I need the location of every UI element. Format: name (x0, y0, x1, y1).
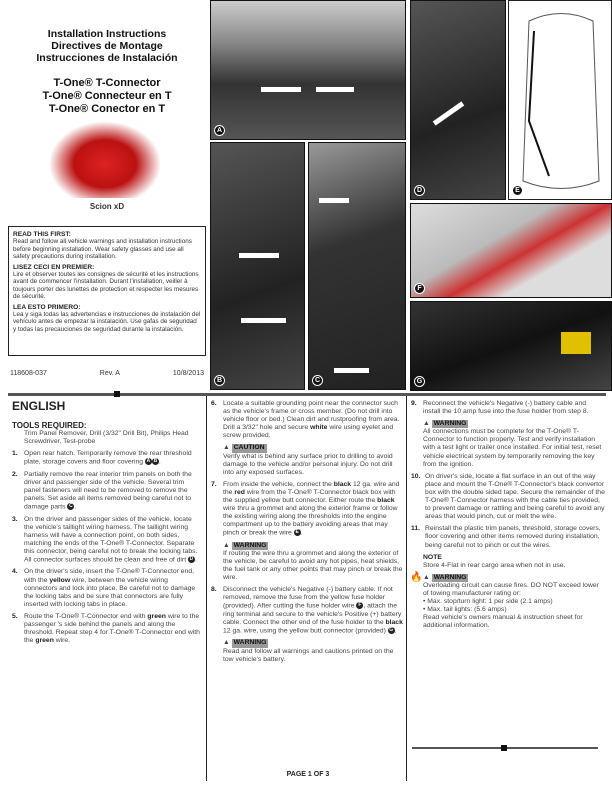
figure-badge: G (414, 376, 425, 387)
figure-badge: C (312, 375, 323, 386)
step-4: 4. On the driver's side, insert the T-One® T-Connector end, with the yellow wire, between the vehicle wiring connectors and lock into place. Be careful not to damage the locking tabs and be sure that connectors are fully inserted with locking tabs in place. (12, 568, 196, 608)
vehicle-model: Scion xD (89, 202, 125, 211)
figure-f (410, 203, 612, 298)
tools-heading: TOOLS REQUIRED: (12, 421, 87, 431)
ref-b: B (153, 458, 158, 465)
warning-text: WARNING (433, 573, 467, 581)
section-title: ENGLISH (12, 399, 66, 413)
ref-a: A (146, 458, 151, 465)
step-text: Reconnect the vehicle's Negative (-) battery cable and install the 10 amp fuse into the fuse holder from step 8. (423, 400, 589, 416)
warning-text: Read vehicle's owners manual & instruction sheet for additional information. (423, 614, 583, 630)
fuse-holder (561, 332, 591, 354)
step-text: 12 ga. wire, using the yellow butt connector (provided) (223, 627, 386, 635)
note-body: Store 4-Flat in rear cargo area when not in use. (423, 561, 566, 569)
figure-e (508, 0, 612, 200)
step-8: 8. Disconnect the vehicle's Negative (-) battery cable. If not removed, remove the fuse from the yellow fuse holder (provided). After cutting the fuse holder wire F , attach the ring terminal and secure to the vehicle's Positive (+) battery cable. Connect the other end of the fuse holder to the black 12 ga. wire, using the yellow butt connector (provided) G . (211, 586, 403, 635)
caution-text: CAUTION (233, 444, 265, 452)
title-es: Instrucciones de Instalación (36, 52, 178, 64)
step-text: On driver's side, locate a flat surface in an out of the way place and mount the T-One® T-Connector's black convertor box with the double sided tape. Secure the remainder of the T-One® T-Connector harness with the cable ties provided, to prevent damage or rattling and being careful to avoid any areas that would pinch, cut or melt the wire. (425, 472, 605, 521)
step-text: wire using eyelet and screw provided. (223, 424, 394, 440)
divider-marker (501, 745, 507, 751)
column-3 (411, 400, 605, 630)
part-info (10, 370, 204, 377)
arrow-icon (319, 198, 349, 203)
warning-triangle-icon: ▲ (223, 444, 230, 452)
step-2: 2. Partially remove the rear interior trim panels on both the driver and passenger side of the vehicle. Several trim panel fasteners will need to be removed to remove the panels. Set aside all items removed being careful not to damage parts C . (12, 470, 192, 511)
step-text: wire thru a grommet and along the exterior frame or follow the existing wiring along the thresholds into the engine compartment up to the battery avoiding areas that may pinch or break the wire (223, 505, 398, 537)
fire-icon: 🔥 (410, 571, 423, 583)
part-number: 118608-037 (10, 370, 47, 377)
warning-text: Overloading circuit can cause fires. DO NOT exceed lower of towing manufacturer rating or: (423, 581, 599, 597)
wire-color: black (377, 497, 395, 505)
warning-body: If routing the wire thru a grommet and along the exterior of the vehicle, be careful to avoid any hot pipes, heat shields, the fuel tank or any other points that may pinch or break the wire. (223, 549, 403, 582)
step-5: 5. Route the T-One® T-Connector end with green wire to the passenger 's side behind the panels and along the threshold. Repeat step 4 for T-One® T-Connector end with the green wire. (12, 612, 200, 645)
wire-color: black (333, 480, 352, 488)
read-first-box (8, 226, 206, 356)
figure-b (210, 142, 305, 390)
step-text: From inside the vehicle, connect the (223, 480, 332, 488)
step-text: On the driver's side, insert the T-One® T-Connector end, with the (24, 568, 195, 584)
warning-label (410, 571, 605, 583)
warning-label (223, 639, 403, 647)
ref-d: D (189, 556, 194, 563)
warning-text: WARNING (233, 541, 267, 549)
column-divider (406, 396, 407, 781)
figure-badge: A (214, 125, 225, 136)
figure-badge: E (512, 185, 523, 196)
read-first-text-fr: Lire et observer toutes les consignes de sécurité et les instructions avant de commencer l'installation. Durant l'installation, veiller à toujours porter des lunettes de protection et respecter les mesures de sécurité. (13, 271, 199, 301)
step-text: , attach the ring terminal and secure to the vehicle's Positive (+) battery cable. Connect the other end of the fuse holder to the (223, 602, 402, 626)
step-text: Disconnect the vehicle's Negative (-) battery cable. If not removed, remove the fuse from the yellow fuse holder (provided). After cutting the fuse holder wire (223, 586, 393, 610)
warning-triangle-icon: ▲ (423, 420, 430, 428)
step-6: 6. Locate a suitable grounding point near the connector such as the vehicle's frame or cross member. (Do not drill into vehicle floor or bed.) Clean dirt and rustproofing from area. Drill a 3/32" hole and secure white wire using eyelet and screw provided. (211, 400, 400, 440)
read-first-heading-es: LEA ESTO PRIMERO: (13, 303, 81, 311)
arrow-icon (433, 101, 465, 125)
caution-label (223, 444, 403, 452)
product-fr: T-One® Connecteur en T (42, 90, 172, 102)
read-first-text-es: Lea y siga todas las advertencias e instrucciones de instalación del vehículo antes de empezar la instalación. Use gafas de seguridad y todas las precauciones de seguridad durante la instalación. (13, 311, 201, 333)
title-fr: Directives de Montage (51, 40, 163, 52)
vehicle-diagram (509, 1, 612, 201)
wire-color: yellow (49, 576, 71, 584)
warning-body (423, 582, 605, 631)
step-10: 10. On driver's side, locate a flat surface in an out of the way place and mount the T-One® T-Connector's black convertor box with the double sided tape. Secure the remainder of the T-One® T-Connector harness with the cable ties provided, to prevent damage or rattling and being careful to avoid any areas that would pinch, cut or melt the wire. (411, 472, 605, 521)
warning-label (223, 542, 403, 550)
figure-g (410, 301, 612, 391)
step-text: wire to the passenger 's side behind the panels and along the threshold. Repeat step 4 for T-One® T-Connector end with the (24, 612, 200, 645)
figure-a (210, 0, 406, 140)
column-2 (211, 400, 403, 668)
revision: Rev. A (99, 370, 120, 377)
step-3: 3. On the driver and passenger sides of the vehicle, locate the vehicle's taillight wiring harness. The taillight wiring harness will have a connection point, on both sides, matching the ends of the T-One® T-Connector. Separate this connector, being careful not to break the locking tabs. All connector surfaces should be clean and free of dirt D . (12, 515, 198, 564)
wire-color: green (147, 612, 166, 620)
warning-text: WARNING (233, 639, 267, 647)
step-text: On the driver and passenger sides of the vehicle, locate the vehicle's taillight wiring harness. The taillight wiring harness will have a connection point, on both sides, matching the ends of the T-One® T-Connector. Separate this connector, being careful not to break the locking tabs. All connector surfaces should be clean and free of dirt (24, 515, 198, 564)
read-first-text-en: Read and follow all vehicle warnings and installation instructions before beginning installation. Wear safety glasses and use all safety precautions during installation. (13, 238, 192, 261)
step-text: wire from the T-One® T-Connector black box with the supplied yellow butt connector. Either route the (223, 488, 396, 505)
arrow-icon (241, 318, 286, 323)
divider (8, 393, 606, 396)
step-7: 7. From inside the vehicle, connect the black 12 ga. wire and the red wire from the T-One® T-Connector black box with the supplied yellow butt connector. Either route the black wire thru a grommet and along the exterior frame or follow the existing wiring along the thresholds into the engine compartment up to the battery avoiding areas that may pinch or break the wire E . (211, 480, 400, 537)
warning-body: Read and follow all warnings and cautions printed on the tow vehicle's battery. (223, 647, 394, 663)
step-text: Open rear hatch. Temporarily remove the rear threshold plate, storage covers and floor covering (24, 450, 192, 466)
figure-c (308, 142, 406, 390)
warning-body: All connections must be complete for the T-One® T-Connector to function properly. Test and verify installation with a test light or trailer once installed. For initial test, reset vehicle electrical system by temporarily removing the key from the ignition. (423, 428, 602, 468)
step-9: 9. Reconnect the vehicle's Negative (-) battery cable and install the 10 amp fuse into the fuse holder from step 8. (411, 400, 605, 416)
figure-d (410, 0, 506, 200)
arrow-icon (261, 87, 301, 92)
wire-color: black (385, 618, 403, 626)
ref-f: F (358, 602, 362, 609)
ref-g: G (389, 627, 394, 634)
read-first-heading-fr: LISEZ CECI EN PREMIER: (13, 263, 95, 271)
vehicle-photo (50, 122, 160, 198)
caution-body: Verify what is behind any surface prior to drilling to avoid damage to the vehicle and/or personal injury. Do not drill into any exposed surfaces. (223, 452, 393, 476)
warning-triangle-icon: ▲ (223, 639, 230, 647)
arrow-icon (316, 87, 354, 92)
figure-badge: F (414, 283, 425, 294)
read-first-heading-en: READ THIS FIRST: (13, 231, 71, 238)
ref-e: E (295, 529, 299, 536)
warning-bullet: • Max. tail lights: (5.6 amps) (423, 606, 507, 614)
step-text: Reinstall the plastic trim panels, threshold, storage covers, floor covering and other items removed during installation, being careful not to pinch or cut the wires. (425, 525, 601, 549)
page-number: PAGE 1 OF 3 (286, 771, 330, 778)
column-divider (206, 396, 207, 781)
warning-text: WARNING (433, 420, 467, 428)
wire-color: red (234, 488, 245, 496)
wire-color: green (35, 637, 54, 645)
step-1: 1. Open rear hatch. Temporarily remove the rear threshold plate, storage covers and floor covering A B . (12, 450, 192, 466)
step-text: wire, between the vehicle wiring connectors and lock into place. Be careful not to damage the locking tabs and be sure that connectors are fully inserted with locking tabs in place. (24, 576, 196, 608)
note-label: NOTE (423, 553, 442, 561)
date: 10/8/2013 (172, 370, 204, 377)
divider-marker (114, 391, 120, 397)
wire-color: white (310, 424, 328, 432)
step-text: Locate a suitable grounding point near the connector such as the vehicle's frame or cross member. (Do not drill into vehicle floor or bed.) Clean dirt and rustproofing from area. Drill a 3/32" hole and secure (223, 400, 400, 432)
figure-badge: D (414, 185, 425, 196)
title-en: Installation Instructions (47, 28, 167, 40)
ref-c: C (69, 503, 73, 510)
tools-text: Trim Panel Remover, Drill (3/32" Drill Bit), Philips Head Screwdriver, Test-probe (24, 430, 189, 446)
arrow-icon (239, 253, 279, 258)
warning-triangle-icon: ▲ (223, 541, 230, 549)
step-text: wire. (55, 637, 71, 645)
warning-bullet: • Max. stop/turn light: 1 per side (2.1 amps) (423, 598, 553, 606)
product-es: T-One® Conector en T (48, 103, 166, 115)
column-1 (12, 400, 202, 649)
product-en: T-One® T-Connector (53, 77, 161, 89)
warning-triangle-icon: ▲ (423, 573, 430, 581)
step-11: 11. Reinstall the plastic trim panels, threshold, storage covers, floor covering and other items removed during installation, being careful not to pinch or cut the wires. (411, 525, 605, 549)
step-text: 12 ga. wire and the (223, 480, 400, 496)
step-text: Partially remove the rear interior trim panels on both the driver and passenger side of the vehicle. Several trim panel fasteners will need to be removed to remove the panels. Set aside all items removed being careful not to damage parts (24, 470, 192, 511)
figure-badge: B (214, 375, 225, 386)
arrow-icon (334, 368, 369, 373)
step-text: Route the T-One® T-Connector end with (24, 612, 146, 620)
